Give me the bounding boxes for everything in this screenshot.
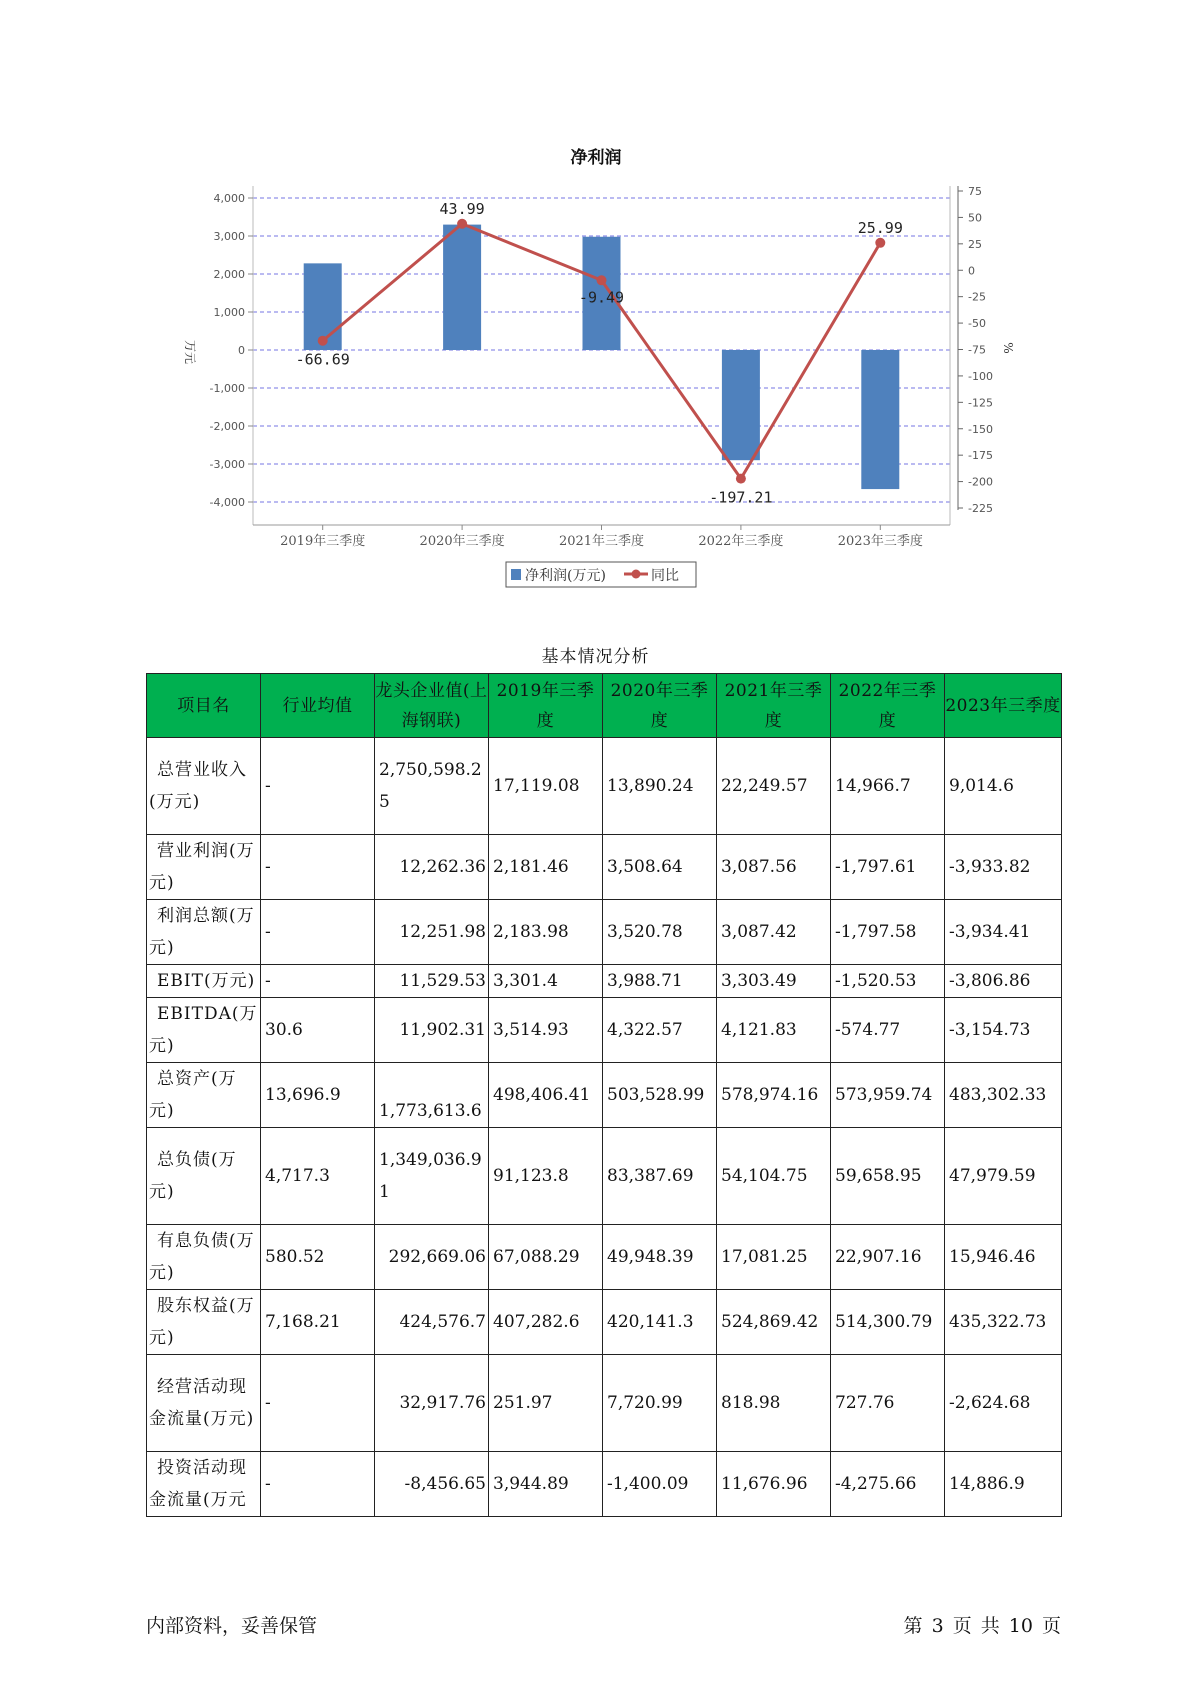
row-label: 总负债(万元) (147, 1128, 261, 1225)
table-cell: 32,917.76 (375, 1355, 489, 1452)
right-tick-label: -125 (968, 396, 993, 410)
right-tick-label: 25 (968, 237, 982, 251)
table-cell: 91,123.8 (489, 1128, 603, 1225)
table-cell: 7,720.99 (603, 1355, 717, 1452)
x-tick-label: 2020年三季度 (419, 534, 505, 549)
table-cell: 11,676.96 (717, 1452, 831, 1517)
table-cell: 9,014.6 (945, 738, 1062, 835)
right-axis-label: % (1001, 342, 1015, 354)
table-cell: 498,406.41 (489, 1063, 603, 1128)
table-cell: 47,979.59 (945, 1128, 1062, 1225)
bar-series (304, 225, 900, 489)
data-label: 43.99 (439, 199, 485, 218)
row-label: 利润总额(万元) (147, 900, 261, 965)
table-cell: 1,773,613.6 (375, 1063, 489, 1128)
left-tick-label: 1,000 (213, 306, 245, 319)
table-cell: 4,121.83 (717, 998, 831, 1063)
header-row (147, 674, 1062, 738)
table-cell: 514,300.79 (831, 1290, 945, 1355)
table-cell: 67,088.29 (489, 1225, 603, 1290)
table-cell: 59,658.95 (831, 1128, 945, 1225)
table-cell: 292,669.06 (375, 1225, 489, 1290)
table-cell: -2,624.68 (945, 1355, 1062, 1452)
table-row (147, 1452, 1062, 1517)
table-cell: 3,301.4 (489, 965, 603, 998)
table-cell: 524,869.42 (717, 1290, 831, 1355)
table-cell: -1,797.58 (831, 900, 945, 965)
row-label: 营业利润(万元) (147, 835, 261, 900)
table-cell: 7,168.21 (261, 1290, 375, 1355)
table-cell: -1,520.53 (831, 965, 945, 998)
table-cell: 22,907.16 (831, 1225, 945, 1290)
left-tick-label: 0 (238, 344, 245, 357)
right-tick-label: -75 (968, 343, 986, 357)
table-cell: - (261, 900, 375, 965)
data-label: -197.21 (709, 488, 773, 507)
left-tick-label: 4,000 (213, 192, 245, 205)
table-cell: 3,508.64 (603, 835, 717, 900)
table-cell: 13,890.24 (603, 738, 717, 835)
table-cell: 11,529.53 (375, 965, 489, 998)
table-cell: 3,988.71 (603, 965, 717, 998)
table-cell: 407,282.6 (489, 1290, 603, 1355)
yoy-point (457, 219, 467, 229)
table-cell: 251.97 (489, 1355, 603, 1452)
table-cell: 2,181.46 (489, 835, 603, 900)
data-label: -66.69 (295, 350, 350, 369)
header-cell: 项目名 (147, 674, 261, 738)
table-cell: 727.76 (831, 1355, 945, 1452)
table-cell: 573,959.74 (831, 1063, 945, 1128)
table-cell: -3,934.41 (945, 900, 1062, 965)
table-cell: 578,974.16 (717, 1063, 831, 1128)
row-label: 投资活动现金流量(万元 (147, 1452, 261, 1517)
header-cell: 行业均值 (261, 674, 375, 738)
right-tick-label: -175 (968, 449, 993, 463)
table-cell: 54,104.75 (717, 1128, 831, 1225)
table-row (147, 965, 1062, 998)
table-cell: 15,946.46 (945, 1225, 1062, 1290)
table-cell: 22,249.57 (717, 738, 831, 835)
right-tick-label: -150 (968, 422, 993, 436)
left-axis-label: 万元 (183, 339, 197, 365)
row-label: EBIT(万元) (147, 965, 261, 998)
basic-analysis-table (146, 673, 1062, 1517)
left-axis-ticks (210, 192, 253, 509)
table-cell: 3,087.56 (717, 835, 831, 900)
row-label: EBITDA(万元) (147, 998, 261, 1063)
table-cell: 2,750,598.25 (375, 738, 489, 835)
bar (443, 225, 481, 350)
table-cell: -574.77 (831, 998, 945, 1063)
table-cell: 818.98 (717, 1355, 831, 1452)
table-caption: 基本情况分析 (541, 647, 650, 667)
table-row (147, 998, 1062, 1063)
table-cell: 503,528.99 (603, 1063, 717, 1128)
net-profit-chart (0, 0, 1191, 600)
yoy-point (875, 238, 885, 248)
row-label: 有息负债(万元) (147, 1225, 261, 1290)
table-cell: 83,387.69 (603, 1128, 717, 1225)
table-cell: - (261, 1452, 375, 1517)
bar (861, 350, 899, 489)
table-cell: -3,933.82 (945, 835, 1062, 900)
table-cell: -1,797.61 (831, 835, 945, 900)
data-label: 25.99 (857, 218, 903, 237)
table-row (147, 835, 1062, 900)
left-tick-label: 3,000 (213, 230, 245, 243)
table-cell: 11,902.31 (375, 998, 489, 1063)
table-cell: 3,944.89 (489, 1452, 603, 1517)
table-cell: 435,322.73 (945, 1290, 1062, 1355)
table-row (147, 1355, 1062, 1452)
right-tick-label: 75 (968, 185, 982, 198)
table-cell: - (261, 835, 375, 900)
table-cell: 30.6 (261, 998, 375, 1063)
table-cell: - (261, 1355, 375, 1452)
right-tick-label: 0 (968, 264, 975, 278)
table-cell: -1,400.09 (603, 1452, 717, 1517)
table-cell: 17,119.08 (489, 738, 603, 835)
table-cell: 4,717.3 (261, 1128, 375, 1225)
right-tick-label: 50 (968, 211, 982, 225)
table-row (147, 738, 1062, 835)
data-label: -9.49 (578, 288, 625, 307)
table-cell: 424,576.7 (375, 1290, 489, 1355)
yoy-point (597, 275, 607, 285)
x-tick-label: 2019年三季度 (280, 534, 366, 549)
right-tick-label: -100 (968, 369, 993, 383)
row-label: 总资产(万元) (147, 1063, 261, 1128)
table-cell: -8,456.65 (375, 1452, 489, 1517)
bar (722, 350, 760, 460)
table-row (147, 1128, 1062, 1225)
x-tick-label: 2021年三季度 (558, 534, 645, 549)
header-cell: 2020年三季度 (603, 674, 717, 738)
table-cell: 13,696.9 (261, 1063, 375, 1128)
header-cell: 2019年三季度 (489, 674, 603, 738)
table-cell: 580.52 (261, 1225, 375, 1290)
table-cell: 1,349,036.91 (375, 1128, 489, 1225)
table-row (147, 1063, 1062, 1128)
table-cell: 14,966.7 (831, 738, 945, 835)
footer-confidential-note: 内部资料，妥善保管 (146, 1615, 318, 1637)
yoy-point (318, 336, 328, 346)
table-cell: 420,141.3 (603, 1290, 717, 1355)
table-cell: 12,262.36 (375, 835, 489, 900)
table-cell: 49,948.39 (603, 1225, 717, 1290)
header-cell: 2021年三季度 (717, 674, 831, 738)
table-cell: - (261, 738, 375, 835)
chart-title: 净利润 (570, 148, 622, 168)
left-tick-label: 2,000 (213, 268, 245, 281)
table-cell: 3,520.78 (603, 900, 717, 965)
legend-line-marker (632, 570, 641, 579)
row-label: 总营业收入(万元) (147, 738, 261, 835)
table-row (147, 1225, 1062, 1290)
table-cell: -3,154.73 (945, 998, 1062, 1063)
table-cell: - (261, 965, 375, 998)
table-cell: 14,886.9 (945, 1452, 1062, 1517)
table-cell: 3,087.42 (717, 900, 831, 965)
table-cell: 483,302.33 (945, 1063, 1062, 1128)
table-row (147, 900, 1062, 965)
header-cell: 龙头企业值(上海钢联) (375, 674, 489, 738)
row-label: 经营活动现金流量(万元) (147, 1355, 261, 1452)
table-cell: 17,081.25 (717, 1225, 831, 1290)
header-cell: 2022年三季度 (831, 674, 945, 738)
right-tick-label: -200 (968, 475, 993, 489)
right-tick-label: -25 (968, 290, 986, 304)
table-cell: 3,303.49 (717, 965, 831, 998)
legend-bar-label: 净利润(万元) (525, 568, 606, 584)
table-cell: 3,514.93 (489, 998, 603, 1063)
footer-page-number: 第 3 页 共 10 页 (903, 1615, 1061, 1637)
table-cell: 4,322.57 (603, 998, 717, 1063)
table-row (147, 1290, 1062, 1355)
left-tick-label: -1,000 (209, 382, 245, 395)
right-tick-label: -50 (968, 317, 986, 331)
table-cell: -4,275.66 (831, 1452, 945, 1517)
row-label: 股东权益(万元) (147, 1290, 261, 1355)
x-axis-ticks (280, 525, 923, 549)
yoy-point (736, 474, 746, 484)
x-tick-label: 2022年三季度 (698, 534, 784, 549)
legend-bar-swatch (511, 569, 521, 580)
left-tick-label: -4,000 (209, 496, 245, 509)
header-cell: 2023年三季度 (945, 674, 1062, 738)
table-cell: 2,183.98 (489, 900, 603, 965)
left-tick-label: -3,000 (209, 458, 245, 471)
chart-legend (506, 562, 696, 587)
right-axis-ticks (958, 185, 993, 515)
x-tick-label: 2023年三季度 (837, 534, 923, 549)
table-cell: -3,806.86 (945, 965, 1062, 998)
left-tick-label: -2,000 (209, 420, 245, 433)
legend-line-label: 同比 (651, 568, 679, 584)
table-cell: 12,251.98 (375, 900, 489, 965)
right-tick-label: -225 (968, 502, 993, 515)
